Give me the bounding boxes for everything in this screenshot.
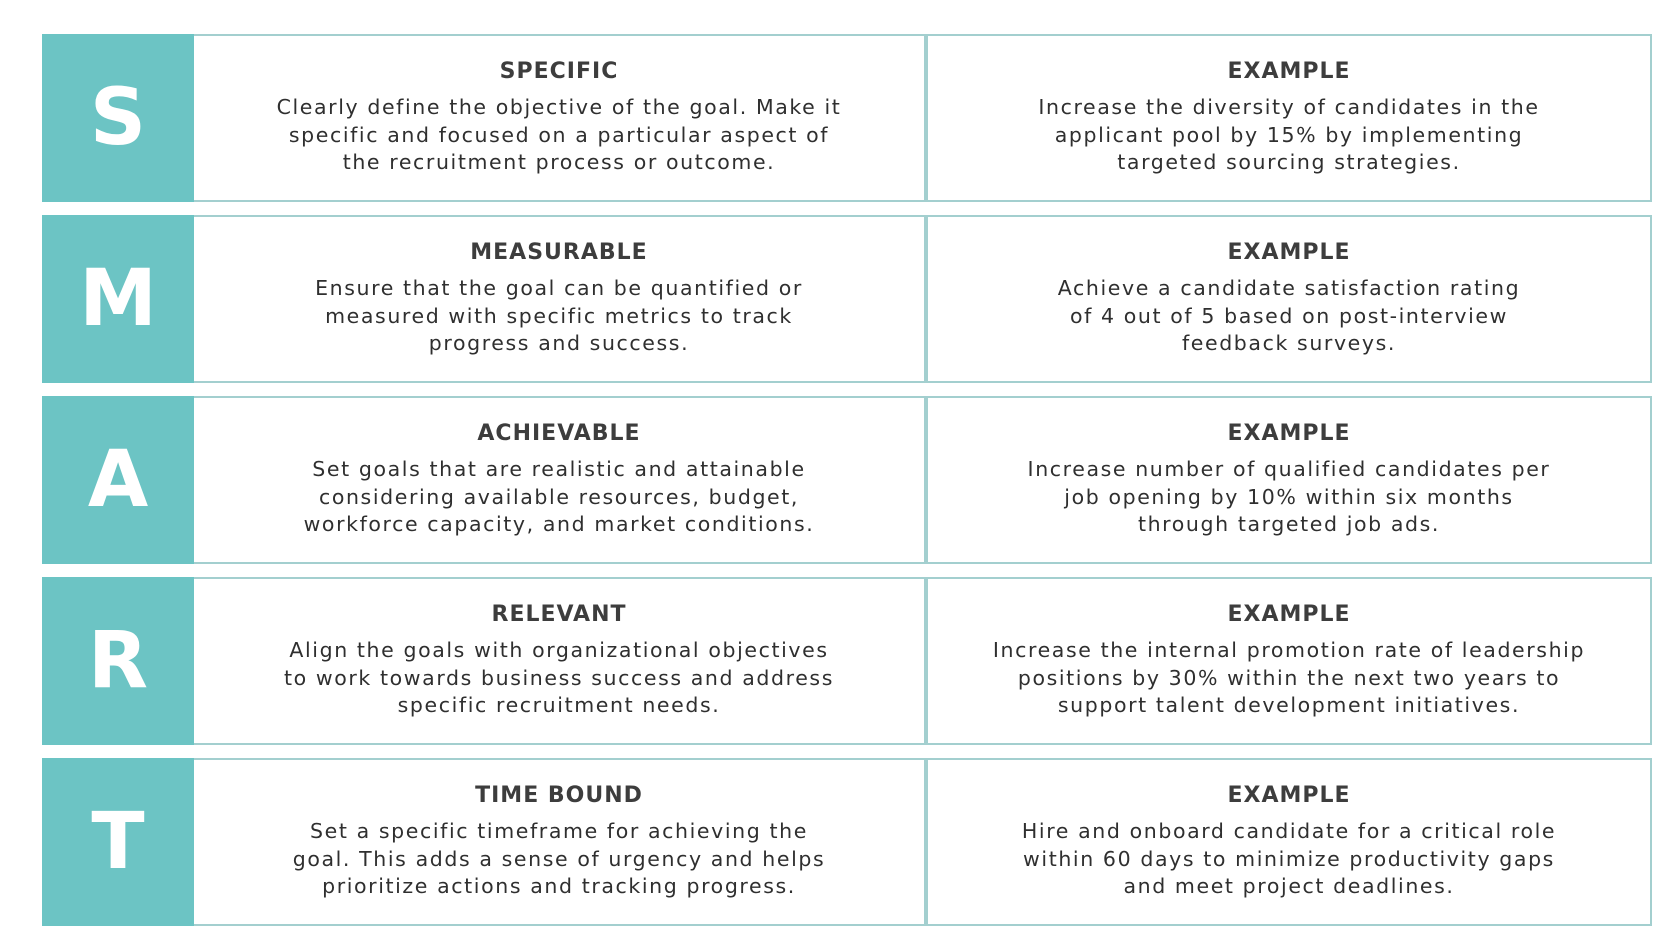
definition-cell — [194, 758, 926, 926]
definition-text: Ensure that the goal can be quantified or measured with specific metrics to track progress and success. — [315, 276, 803, 356]
definition-text: Set a specific timeframe for achieving the goal. This adds a sense of urgency and helps prioritize actions and tracking progress. — [292, 819, 826, 899]
example-heading: EXAMPLE — [1227, 602, 1351, 628]
example-text: Achieve a candidate satisfaction rating of 4 out of 5 based on post-interview feedback surveys. — [1057, 276, 1521, 356]
example-text: Hire and onboard candidate for a critical role within 60 days to minimize productivity gaps and meet project deadlines. — [1021, 819, 1557, 899]
row-letter: A — [87, 435, 149, 525]
example-heading: EXAMPLE — [1227, 240, 1351, 266]
example-text: Increase the internal promotion rate of leadership positions by 30% within the next two years to support talent development initiatives. — [992, 638, 1586, 718]
example-text: Increase the diversity of candidates in the applicant pool by 15% by implementing targeted sourcing strategies. — [1038, 95, 1540, 175]
definition-cell — [194, 34, 926, 202]
letter-block — [42, 758, 194, 926]
definition-text: Set goals that are realistic and attainable considering available resources, budget, workforce capacity, and market conditions. — [303, 457, 815, 537]
smart-row-achievable — [42, 396, 1652, 564]
example-cell — [926, 396, 1652, 564]
example-text: Increase number of qualified candidates per job opening by 10% within six months through targeted job ads. — [1027, 457, 1551, 537]
smart-row-specific — [42, 34, 1652, 202]
smart-row-measurable — [42, 215, 1652, 383]
definition-cell — [194, 577, 926, 745]
definition-cell — [194, 215, 926, 383]
definition-heading: SPECIFIC — [499, 59, 619, 85]
definition-text: Align the goals with organizational objectives to work towards business success and address specific recruitment needs. — [284, 638, 834, 718]
example-heading: EXAMPLE — [1227, 421, 1351, 447]
row-letter: T — [91, 797, 145, 887]
definition-text: Clearly define the objective of the goal. Make it specific and focused on a particular aspect of the recruitment process or outcome. — [276, 95, 842, 175]
example-cell — [926, 758, 1652, 926]
row-letter: M — [79, 254, 157, 344]
smart-goals-table — [42, 34, 1652, 926]
example-cell — [926, 215, 1652, 383]
definition-heading: RELEVANT — [491, 602, 627, 628]
smart-row-relevant — [42, 577, 1652, 745]
definition-cell — [194, 396, 926, 564]
example-cell — [926, 577, 1652, 745]
letter-block — [42, 396, 194, 564]
letter-block — [42, 215, 194, 383]
definition-heading: ACHIEVABLE — [477, 421, 641, 447]
example-cell — [926, 34, 1652, 202]
row-letter: R — [87, 616, 149, 706]
example-heading: EXAMPLE — [1227, 59, 1351, 85]
definition-heading: TIME BOUND — [475, 783, 643, 809]
row-letter: S — [89, 73, 147, 163]
letter-block — [42, 34, 194, 202]
example-heading: EXAMPLE — [1227, 783, 1351, 809]
definition-heading: MEASURABLE — [470, 240, 648, 266]
letter-block — [42, 577, 194, 745]
smart-row-time-bound — [42, 758, 1652, 926]
